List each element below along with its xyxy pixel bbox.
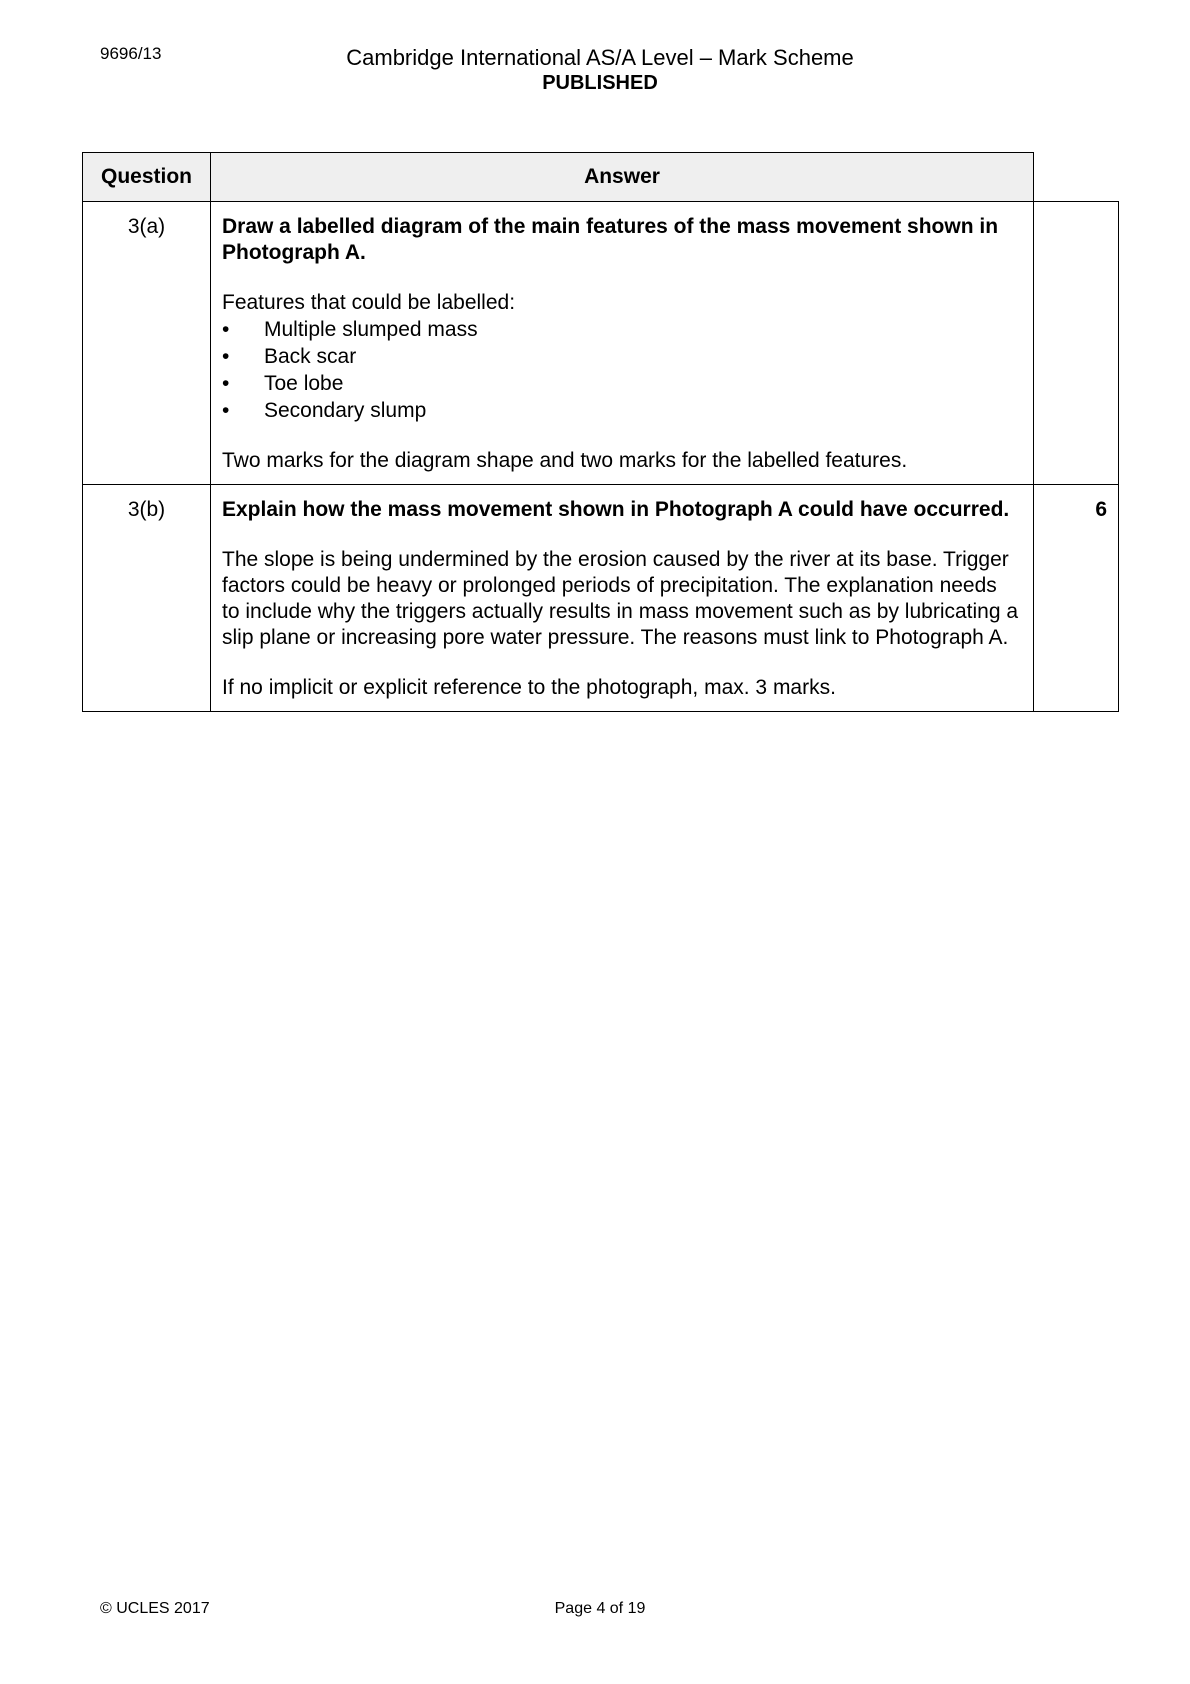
bullet-icon: • xyxy=(222,399,230,422)
question-prompt: Draw a labelled diagram of the main features of the mass movement shown in Photograph A. xyxy=(222,215,999,264)
answer-body: The slope is being undermined by the erosion caused by the river at its base. Trigger factors could be heavy or prolonged periods of precipitation. The explanation needs to include why the triggers actually results in mass movement such as by lubricating a slip plane or increasing pore water pressure. The reasons must link to Photograph A. xyxy=(222,548,1019,649)
marks-cell: 6 xyxy=(1034,485,1119,712)
list-item-text: Back scar xyxy=(264,345,357,368)
question-number: 3(b) xyxy=(83,485,211,712)
list-item-text: Secondary slump xyxy=(264,399,427,422)
doc-title: Cambridge International AS/A Level – Mark Scheme xyxy=(346,45,854,70)
list-item-text: Multiple slumped mass xyxy=(264,318,478,341)
table-row xyxy=(83,202,1119,485)
list-item xyxy=(222,316,1019,343)
list-item xyxy=(222,397,1019,424)
answer-column-header: Answer xyxy=(211,153,1034,202)
doc-header xyxy=(300,44,900,96)
answer-intro: Features that could be labelled: xyxy=(222,291,516,314)
marks-column-header xyxy=(1034,153,1119,202)
list-item xyxy=(222,370,1019,397)
mark-scheme-table xyxy=(82,152,1119,712)
bullet-icon: • xyxy=(222,345,230,368)
question-prompt: Explain how the mass movement shown in Photograph A could have occurred. xyxy=(222,498,1010,521)
bullet-icon: • xyxy=(222,372,230,395)
list-item xyxy=(222,343,1019,370)
question-number: 3(a) xyxy=(83,202,211,485)
table-row xyxy=(83,485,1119,712)
marks-cell xyxy=(1034,202,1119,485)
answer-cell xyxy=(211,202,1034,485)
doc-code: 9696/13 xyxy=(100,44,162,63)
doc-status: PUBLISHED xyxy=(542,72,658,94)
list-item-text: Toe lobe xyxy=(264,372,344,395)
footer-copyright: © UCLES 2017 xyxy=(100,1600,210,1617)
question-column-header: Question xyxy=(83,153,211,202)
marking-note: If no implicit or explicit reference to the photograph, max. 3 marks. xyxy=(222,676,836,699)
feature-list xyxy=(222,316,1019,424)
table-header-row xyxy=(83,153,1119,202)
marking-note: Two marks for the diagram shape and two marks for the labelled features. xyxy=(222,449,908,472)
bullet-icon: • xyxy=(222,318,230,341)
answer-cell xyxy=(211,485,1034,712)
footer-page-number: Page 4 of 19 xyxy=(554,1600,646,1617)
